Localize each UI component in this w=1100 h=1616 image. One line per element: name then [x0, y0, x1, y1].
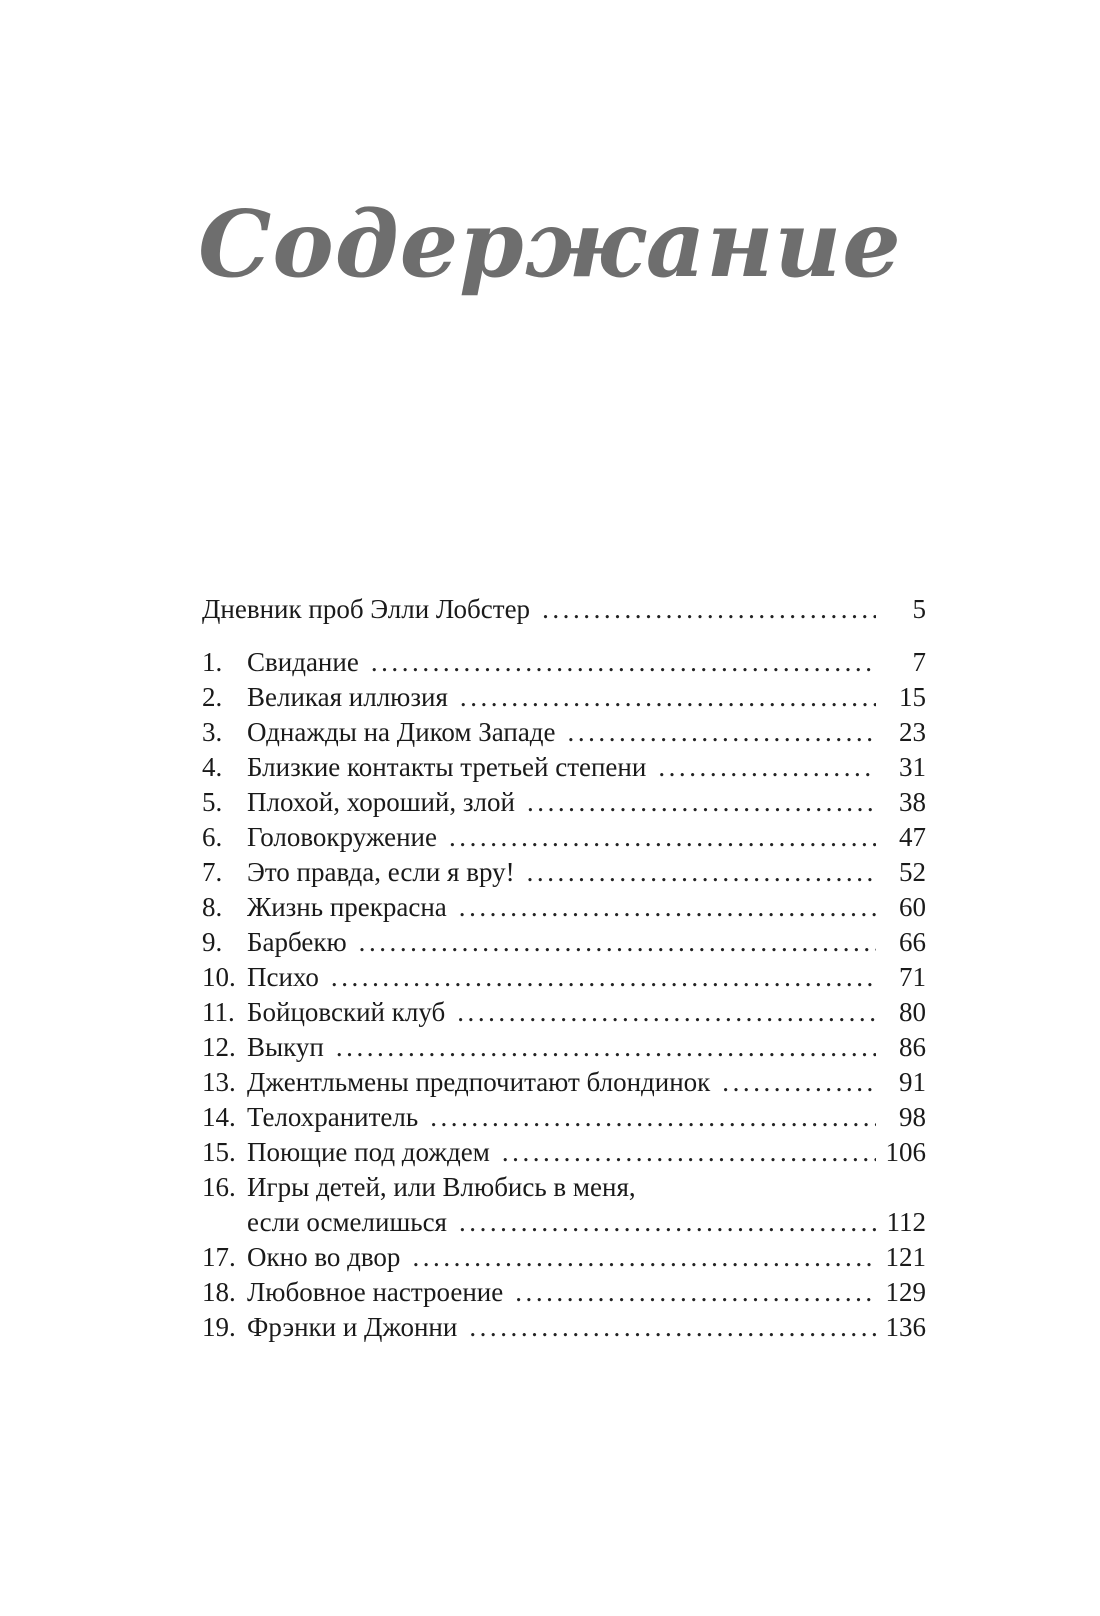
dot-leader — [568, 715, 876, 750]
toc-page-number: 80 — [899, 997, 926, 1027]
toc-entry-label: Свидание — [247, 647, 359, 677]
toc-page-number: 106 — [885, 1137, 926, 1167]
toc-page-number: 52 — [899, 857, 926, 887]
toc-page-number: 23 — [899, 717, 926, 747]
chapter-number: 10. — [202, 962, 236, 992]
toc-entry-label-continued: если осмелишься — [247, 1207, 447, 1237]
toc-entry[interactable] — [202, 890, 926, 925]
toc-entry[interactable] — [202, 1275, 926, 1310]
chapter-number: 11. — [202, 997, 235, 1027]
toc-entry-label: Дневник проб Элли Лобстер — [202, 594, 531, 624]
toc-entry-label: Бойцовский клуб — [247, 997, 446, 1027]
toc-page-number: 112 — [886, 1207, 926, 1237]
dot-leader — [371, 645, 876, 680]
toc-page-number: 31 — [899, 752, 926, 782]
dot-leader — [459, 1205, 876, 1240]
chapter-number: 6. — [202, 822, 223, 852]
dot-leader — [527, 855, 876, 890]
toc-entry-label: Психо — [247, 962, 319, 992]
chapter-number: 1. — [202, 647, 223, 677]
chapter-number: 5. — [202, 787, 223, 817]
toc-page-number: 66 — [899, 927, 926, 957]
dot-leader — [331, 960, 876, 995]
chapter-number: 19. — [202, 1312, 236, 1342]
toc-page-number: 91 — [899, 1067, 926, 1097]
toc-entry-label: Однажды на Диком Западе — [247, 717, 556, 747]
toc-entry[interactable] — [202, 995, 926, 1030]
toc-entry[interactable] — [202, 960, 926, 995]
toc-entry[interactable] — [202, 1100, 926, 1135]
page-title: Содержание — [198, 190, 902, 298]
toc-entry-label: Выкуп — [247, 1032, 324, 1062]
dot-leader — [430, 1100, 876, 1135]
toc-entry[interactable] — [202, 855, 926, 890]
toc-entry-label: Великая иллюзия — [247, 682, 448, 712]
toc-entry-label: Телохранитель — [247, 1102, 419, 1132]
toc-entry-label: Джентльмены предпочитают блондинок — [247, 1067, 711, 1097]
dot-leader — [658, 750, 876, 785]
toc-entry-label: Плохой, хороший, злой — [247, 787, 515, 817]
dot-leader — [502, 1135, 876, 1170]
table-of-contents — [202, 592, 926, 1345]
toc-entry-label: Жизнь прекрасна — [247, 892, 447, 922]
dot-leader — [527, 785, 876, 820]
toc-page-number: 5 — [912, 594, 926, 624]
toc-entry-intro[interactable] — [202, 592, 926, 627]
dot-leader — [359, 925, 876, 960]
toc-page-number: 71 — [899, 962, 926, 992]
toc-entry[interactable] — [202, 750, 926, 785]
chapter-number: 12. — [202, 1032, 236, 1062]
toc-page-number: 47 — [899, 822, 926, 852]
toc-entry[interactable] — [202, 645, 926, 680]
chapter-number: 16. — [202, 1172, 236, 1202]
toc-entry-label: Близкие контакты третьей степени — [247, 752, 647, 782]
dot-leader — [469, 1310, 876, 1345]
chapter-number: 4. — [202, 752, 223, 782]
dot-leader — [459, 890, 876, 925]
toc-entry[interactable] — [202, 1310, 926, 1345]
toc-entry[interactable] — [202, 1135, 926, 1170]
toc-entry-label: Окно во двор — [247, 1242, 401, 1272]
toc-page-number: 121 — [885, 1242, 926, 1272]
dot-leader — [336, 1030, 876, 1065]
chapter-number: 13. — [202, 1067, 236, 1097]
toc-entry-label: Фрэнки и Джонни — [247, 1312, 458, 1342]
toc-page-number: 86 — [899, 1032, 926, 1062]
toc-page-number: 98 — [899, 1102, 926, 1132]
dot-leader — [460, 680, 876, 715]
dot-leader — [722, 1065, 876, 1100]
toc-entry-label: Головокружение — [247, 822, 437, 852]
toc-page-number: 38 — [899, 787, 926, 817]
toc-entry-label: Любовное настроение — [247, 1277, 504, 1307]
toc-entry[interactable] — [202, 715, 926, 750]
toc-entry-label: Игры детей, или Влюбись в меня, — [247, 1172, 636, 1202]
toc-entry-continuation[interactable] — [202, 1205, 926, 1240]
toc-page-number: 129 — [885, 1277, 926, 1307]
chapter-number: 2. — [202, 682, 223, 712]
chapter-number: 15. — [202, 1137, 236, 1167]
toc-entry[interactable] — [202, 1240, 926, 1275]
toc-entry[interactable] — [202, 1170, 926, 1205]
toc-page-number: 7 — [912, 647, 926, 677]
chapter-number: 14. — [202, 1102, 236, 1132]
chapter-number: 9. — [202, 927, 223, 957]
dot-leader — [515, 1275, 876, 1310]
dot-leader — [412, 1240, 876, 1275]
toc-entry[interactable] — [202, 1065, 926, 1100]
dot-leader — [542, 592, 876, 627]
chapter-number: 17. — [202, 1242, 236, 1272]
toc-entry[interactable] — [202, 925, 926, 960]
toc-entry[interactable] — [202, 680, 926, 715]
chapter-number: 8. — [202, 892, 223, 922]
toc-page-number: 15 — [899, 682, 926, 712]
toc-entry-label: Это правда, если я вру! — [247, 857, 515, 887]
toc-entry-label: Барбекю — [247, 927, 347, 957]
toc-page-number: 60 — [899, 892, 926, 922]
toc-entry-label: Поющие под дождем — [247, 1137, 490, 1167]
toc-page-number: 136 — [885, 1312, 926, 1342]
chapter-number: 3. — [202, 717, 223, 747]
toc-entry[interactable] — [202, 1030, 926, 1065]
toc-entry[interactable] — [202, 785, 926, 820]
chapter-number: 7. — [202, 857, 223, 887]
dot-leader — [457, 995, 876, 1030]
toc-entry[interactable] — [202, 820, 926, 855]
dot-leader — [449, 820, 876, 855]
chapter-number: 18. — [202, 1277, 236, 1307]
